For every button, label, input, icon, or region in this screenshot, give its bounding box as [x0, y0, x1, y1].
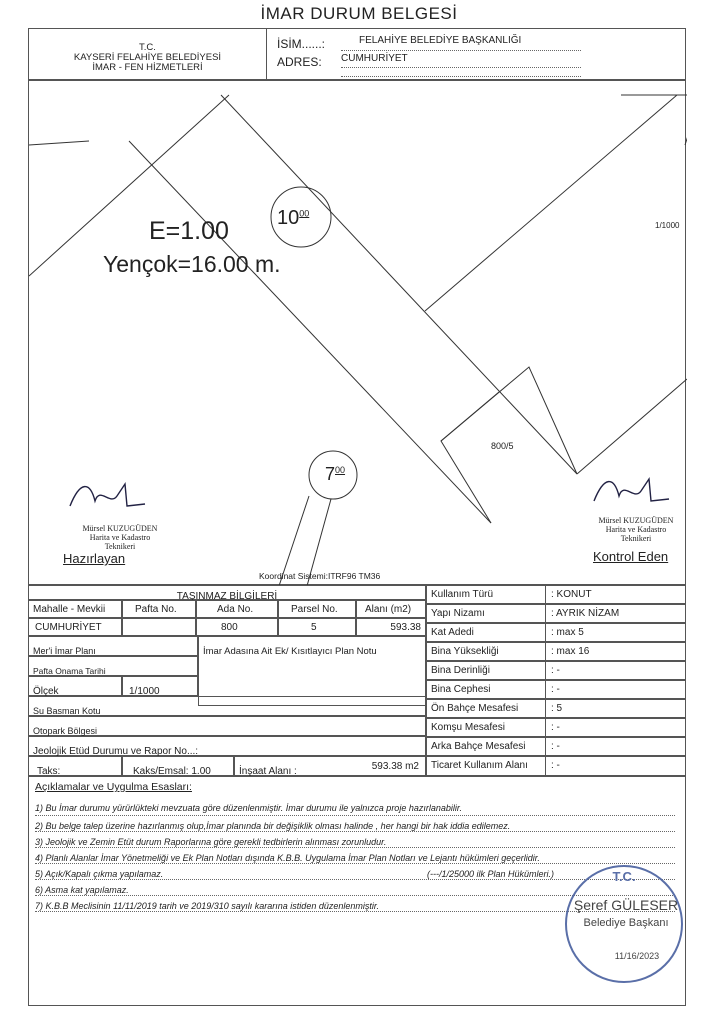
col-mahalle: Mahalle - Mevkii — [28, 600, 122, 618]
usage-value: : - — [551, 665, 560, 676]
usage-value: : max 5 — [551, 627, 584, 638]
col-parsel: Parsel No. — [278, 600, 356, 618]
usage-value: : - — [551, 741, 560, 752]
geology-cell: Jeolojik Etüd Durumu ve Rapor No...: — [28, 736, 426, 756]
usage-value: : max 16 — [551, 646, 590, 657]
usage-row — [426, 718, 686, 737]
address-value: CUMHURİYET — [341, 53, 408, 64]
right-signature-scribble — [589, 471, 679, 511]
dot-line — [35, 863, 675, 864]
usage-row — [426, 680, 686, 699]
col-ada: Ada No. — [196, 600, 278, 618]
usage-divider — [545, 662, 546, 679]
usage-table — [426, 585, 686, 776]
scale-label-cell: Ölçek — [28, 676, 122, 696]
usage-label: Komşu Mesafesi — [431, 722, 505, 733]
address-label: ADRES: — [277, 55, 322, 69]
parcel-number-label: 800/5 — [491, 441, 514, 451]
dot-line — [35, 831, 675, 832]
notes-section — [28, 776, 686, 1006]
seal-tc: T.C. — [612, 869, 636, 884]
note-item: 3) Jeolojik ve Zemin Etüt durum Raporlarına göre gerekli tedbirlerin alınması zorunludur. — [35, 837, 387, 847]
scale-label: 1/1000 — [655, 221, 680, 230]
document-title: İMAR DURUM BELGESİ — [260, 4, 458, 23]
extra-dotline — [341, 76, 581, 77]
tc-label: T.C. — [139, 42, 156, 53]
note-item: 5) Açık/Kapalı çıkma yapılamaz. — [35, 869, 164, 879]
department-name: İMAR - FEN HİZMETLERİ — [92, 62, 203, 73]
note-item: 4) Planlı Alanlar İmar Yönetmeliği ve Ek Plan Notları dışında K.B.B. Uygulama İmar Plan Notları ve Lejantı hükümleri geçerlidir. — [35, 853, 540, 863]
construction-area-cell: İnşaat Alanı : 593.38 m2 — [234, 756, 426, 776]
usage-label: Bina Derinliği — [431, 665, 490, 676]
note-item-suffix: (---/1/25000 ilk Plan Hükümleri.) — [427, 869, 555, 879]
notes-heading: Açıklamalar ve Uygulma Esasları: — [35, 781, 192, 793]
header-box — [28, 28, 686, 80]
road-width-7: $7^{00}$ — [325, 464, 346, 484]
usage-divider — [545, 643, 546, 660]
usage-divider — [545, 719, 546, 736]
note-item: 7) K.B.B Meclisinin 11/11/2019 tarih ve 2019/310 sayılı kararına istiden düzenlenmiştir. — [35, 901, 380, 911]
coordinate-system-label: Koordinat Sistemi:ITRF96 TM36 — [259, 571, 381, 581]
value-pafta — [122, 618, 196, 636]
usage-value: : - — [551, 722, 560, 733]
usage-label: Kullanım Türü — [431, 589, 494, 600]
usage-row — [426, 756, 686, 776]
col-alan: Alanı (m2) — [356, 600, 426, 618]
max-height-label: Yençok=16.00 m. — [103, 251, 281, 277]
usage-row — [426, 642, 686, 661]
usage-label: Ön Bahçe Mesafesi — [431, 703, 519, 714]
scale-value-cell: 1/1000 — [122, 676, 198, 696]
mayor-name: Şeref GÜLESER — [573, 897, 679, 913]
value-ada: 800 — [196, 618, 278, 636]
usage-divider — [545, 700, 546, 717]
official-seal — [565, 865, 683, 983]
usage-divider — [545, 757, 546, 775]
name-value: FELAHİYE BELEDİYE BAŞKANLIĞI — [359, 35, 522, 46]
site-plan-map — [28, 80, 686, 585]
issuer-block — [29, 29, 267, 79]
prepared-by-label: Hazırlayan — [63, 551, 126, 566]
emsal-label: E=1.00 — [149, 217, 229, 245]
usage-divider — [545, 605, 546, 622]
usage-value: : AYRIK NİZAM — [551, 608, 620, 619]
usage-label: Bina Yüksekliği — [431, 646, 499, 657]
left-signer-block: Mürsel KUZUGÜDEN Harita ve Kadastro Teknikeri — [82, 524, 158, 551]
usage-row — [426, 661, 686, 680]
dot-line — [35, 847, 675, 848]
left-signature-scribble — [65, 476, 155, 516]
usage-row — [426, 623, 686, 642]
name-dotline — [341, 50, 581, 51]
municipality-name: KAYSERİ FELAHİYE BELEDİYESİ — [73, 52, 222, 63]
col-pafta: Pafta No. — [122, 600, 196, 618]
usage-row — [426, 699, 686, 718]
value-mahalle: CUMHURİYET — [28, 618, 122, 636]
usage-label: Ticaret Kullanım Alanı — [431, 760, 528, 771]
water-level-cell: Su Basman Kotu — [28, 696, 426, 716]
right-signer-block: Mürsel KUZUGÜDEN Harita ve Kadastro Teknikeri — [598, 516, 674, 543]
usage-label: Yapı Nizamı — [431, 608, 485, 619]
checked-by-label: Kontrol Eden — [593, 549, 669, 564]
usage-row — [426, 585, 686, 604]
taks-cell: Taks: — [28, 756, 122, 776]
kaks-cell: Kaks/Emsal: 1.00 — [122, 756, 234, 776]
usage-value: : - — [551, 760, 560, 771]
usage-divider — [545, 738, 546, 755]
usage-row — [426, 604, 686, 623]
usage-row — [426, 737, 686, 756]
road-width-10: $10^{00}$ — [277, 207, 310, 229]
note-item: 1) Bu İmar durumu yürürlükteki mevzuata göre düzenlenmiştir. İmar durumu ile yalnızca proje hazırlanabilir. — [35, 803, 463, 813]
approval-date-cell: Pafta Onama Tarihi — [28, 656, 198, 676]
plan-label-cell: Mer'i İmar Planı — [28, 636, 198, 656]
parking-zone-cell: Otopark Bölgesi — [28, 716, 426, 736]
usage-divider — [545, 624, 546, 641]
usage-value: : - — [551, 684, 560, 695]
plan-note-cell: İmar Adasına Ait Ek/ Kısıtlayıcı Plan Notu — [198, 636, 426, 706]
address-dotline — [341, 67, 581, 68]
property-section-title: TAŞINMAZ BİLGİLERİ — [28, 585, 426, 600]
usage-value: : KONUT — [551, 589, 592, 600]
usage-label: Bina Cephesi — [431, 684, 491, 695]
usage-label: Kat Adedi — [431, 627, 474, 638]
usage-label: Arka Bahçe Mesafesi — [431, 741, 526, 752]
usage-value: : 5 — [551, 703, 563, 714]
value-alan: 593.38 — [356, 618, 426, 636]
property-table — [28, 585, 426, 776]
note-item: 6) Asma kat yapılamaz. — [35, 885, 129, 895]
note-item: 2) Bu belge talep üzerine hazırlanmış olup,İmar planında bir değişiklik olması halinde , her hangi bir hak iddia edilemez. — [35, 821, 511, 831]
dot-line — [35, 815, 675, 816]
mayor-title: Belediye Başkanı — [583, 917, 669, 929]
usage-divider — [545, 681, 546, 698]
stamp-date: 11/16/2023 — [614, 951, 660, 961]
usage-divider — [545, 586, 546, 603]
value-parsel: 5 — [278, 618, 356, 636]
name-label: İSİM......: — [277, 37, 326, 51]
